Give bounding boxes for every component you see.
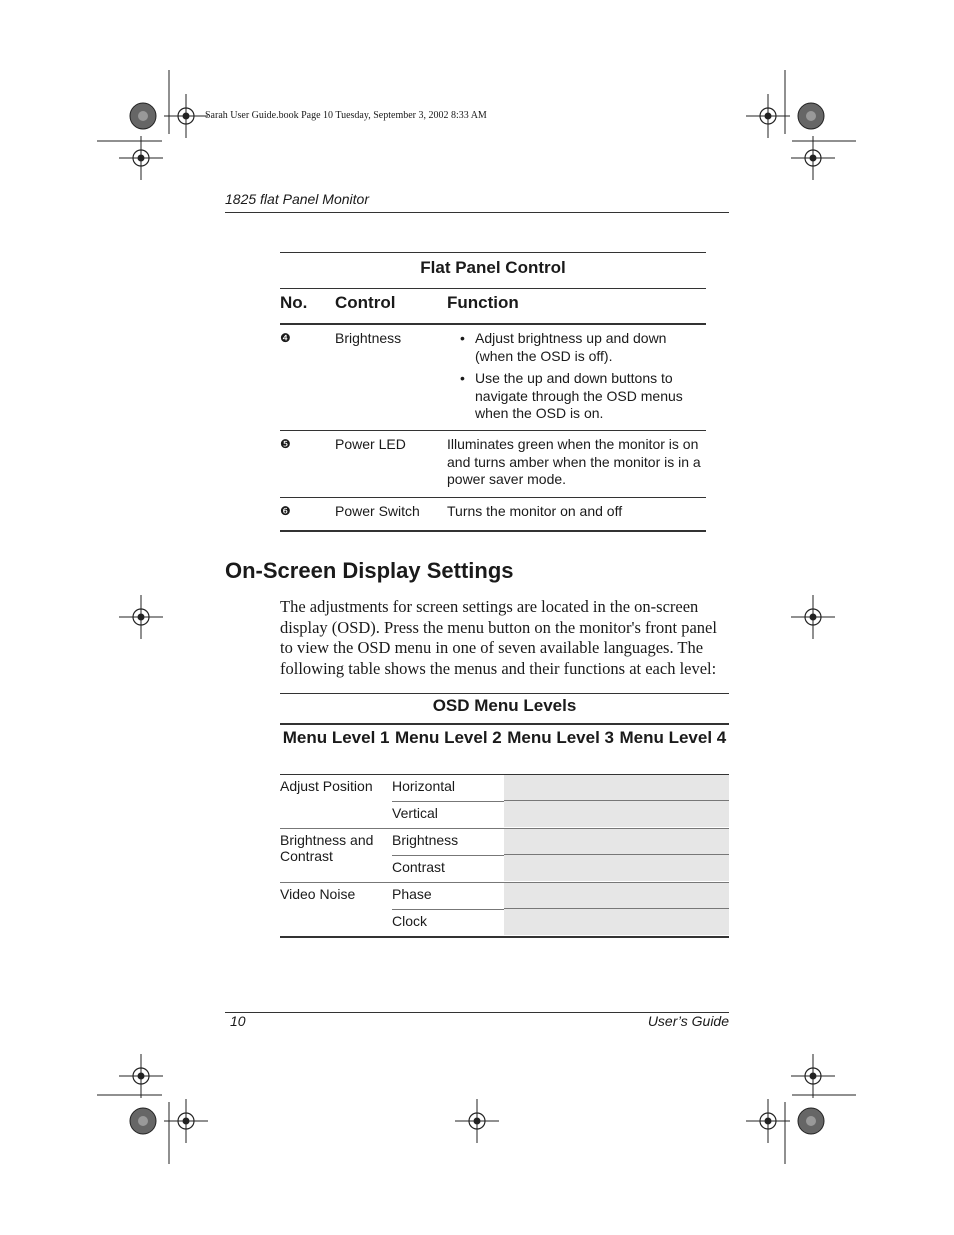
level2-cell: Contrast [392,859,445,875]
header-menu-level-4: Menu Level 4 [619,728,727,747]
level2-cell: Phase [392,883,504,910]
table-header [280,725,729,775]
level2-cell: Vertical [392,805,438,821]
row-function: Illuminates green when the monitor is on and turns amber when the monitor is in a power saver mode. [447,436,701,487]
function-bullet: • Use the up and down buttons to navigate through the OSD menus when the OSD is on. [460,370,702,423]
level2-cell: Clock [392,913,428,929]
empty-cell [504,829,729,855]
table-row-group [280,829,729,883]
header-menu-level-1: Menu Level 1 [282,728,390,747]
level2-cell: Brightness [392,829,504,856]
row-number: ❹ [280,331,291,345]
section-heading: On-Screen Display Settings [225,558,514,583]
table-title: OSD Menu Levels [280,693,729,725]
row-control: Power Switch [335,503,420,519]
flat-panel-control-table [280,252,706,532]
header-function: Function [447,293,519,312]
table-title: Flat Panel Control [280,253,706,289]
level1-cell: Adjust Position [280,778,373,794]
empty-cell [504,909,729,935]
footer-title: User’s Guide [647,1013,729,1029]
header-rule [225,212,729,213]
empty-cell [504,801,729,827]
level2-cell: Horizontal [392,775,504,802]
table-row-group [280,883,729,938]
table-header [280,289,706,325]
header-menu-level-3: Menu Level 3 [507,728,614,747]
table-row [280,498,706,532]
row-control: Power LED [335,436,406,452]
page-number: 10 [230,1013,246,1029]
table-row [280,431,706,498]
running-head: 1825 flat Panel Monitor [225,191,369,207]
header-menu-level-2: Menu Level 2 [394,728,502,747]
header-control: Control [335,293,396,312]
function-bullet: • Adjust brightness up and down (when the OSD is off). [460,330,702,365]
empty-cell [504,775,729,801]
header-no: No. [280,293,308,312]
row-function [447,330,702,428]
print-slug: Sarah User Guide.book Page 10 Tuesday, September 3, 2002 8:33 AM [205,110,487,121]
level1-cell: Video Noise [280,886,356,902]
table-row-group [280,775,729,829]
row-control: Brightness [335,330,402,346]
empty-cell [504,883,729,909]
row-function: Turns the monitor on and off [447,503,623,519]
body-paragraph: The adjustments for screen settings are located in the on-screen display (OSD). Press the menu button on the monitor's front panel to view the OSD menu in one of seven available languages. The following table shows the menus and their functions at each level: [280,597,717,678]
osd-menu-levels-table [280,693,729,938]
row-number: ❺ [280,437,291,451]
level1-cell: Brightness and Contrast [280,832,374,864]
row-number: ❻ [280,504,291,518]
empty-cell [504,855,729,881]
table-row [280,325,706,431]
